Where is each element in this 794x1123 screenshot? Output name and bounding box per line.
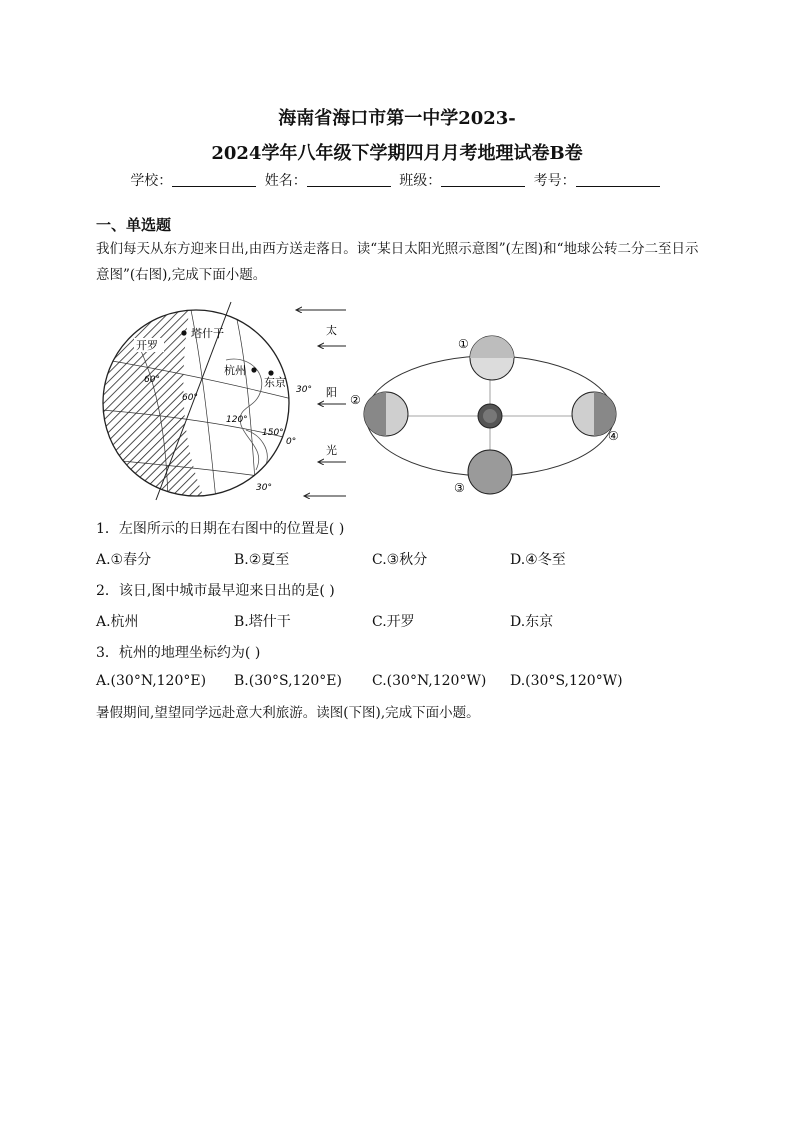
question-2-stem: 2．该日,图中城市最早迎来日出的是( ): [96, 583, 335, 599]
number-label: 考号：: [533, 173, 576, 189]
option-d[interactable]: D.(30°S,120°W): [510, 673, 623, 689]
city-label: 开罗: [136, 339, 158, 352]
position-label: ②: [350, 393, 361, 407]
lat-label: 60°: [144, 375, 160, 385]
question-3-stem: 3．杭州的地理坐标约为( ): [96, 645, 261, 661]
earth-position-3: [468, 450, 512, 494]
option-c[interactable]: C.③秋分: [372, 552, 428, 568]
option-b[interactable]: B.(30°S,120°E): [234, 673, 342, 689]
position-label: ③: [454, 481, 465, 495]
lon-label: 60°: [182, 393, 198, 403]
name-label: 姓名：: [264, 173, 307, 189]
name-blank: [307, 172, 391, 187]
class-label: 班级：: [399, 173, 442, 189]
city-label: 东京: [264, 376, 286, 389]
city-label: 杭州: [224, 364, 246, 377]
city-label: 塔什干: [191, 327, 224, 340]
option-a[interactable]: A.杭州: [96, 614, 139, 630]
doc-title-line2: 2024学年八年级下学期四月月考地理试卷B卷: [211, 143, 583, 164]
intro-paragraph-2: 暑假期间,望望同学远赴意大利旅游。读图(下图),完成下面小题。: [96, 705, 480, 721]
lat-label: 0°: [286, 437, 297, 447]
option-b[interactable]: B.塔什干: [234, 614, 291, 630]
sun-label: 阳: [326, 386, 337, 399]
intro-paragraph: 我们每天从东方迎来日出,由西方送走落日。读“某日太阳光照示意图”(左图)和“地球公转二分二至日示意图”(右图),完成下面小题。: [96, 241, 699, 283]
figure-svg: [96, 300, 642, 506]
position-label: ①: [458, 337, 469, 351]
question-1-stem: 1．左图所示的日期在右图中的位置是( ): [96, 521, 345, 537]
sun-label: 光: [326, 444, 337, 457]
lon-label: 150°: [262, 428, 284, 438]
doc-title-line1: 海南省海口市第一中学2023-: [278, 108, 516, 129]
school-label: 学校：: [130, 173, 173, 189]
option-d[interactable]: D.④冬至: [510, 552, 566, 568]
position-label: ④: [608, 429, 619, 443]
section-heading: 一、单选题: [96, 216, 172, 234]
class-blank: [441, 172, 525, 187]
left-globe-diagram: [96, 300, 312, 506]
lat-label: 30°: [256, 483, 272, 493]
lat-label: 30°: [296, 385, 312, 395]
number-blank: [576, 172, 660, 187]
option-a[interactable]: A.(30°N,120°E): [96, 673, 207, 689]
student-info-row: [0, 170, 794, 190]
orbit-diagram: [350, 336, 619, 495]
lon-label: 120°: [226, 415, 248, 425]
option-a[interactable]: A.①春分: [96, 552, 152, 568]
option-c[interactable]: C.(30°N,120°W): [372, 673, 487, 689]
figure-pair: [96, 300, 642, 506]
option-b[interactable]: B.②夏至: [234, 552, 290, 568]
sunlight-arrows: [296, 310, 346, 496]
sun-label: 太: [326, 324, 337, 337]
option-d[interactable]: D.东京: [510, 614, 554, 630]
option-c[interactable]: C.开罗: [372, 614, 415, 630]
school-blank: [172, 172, 256, 187]
